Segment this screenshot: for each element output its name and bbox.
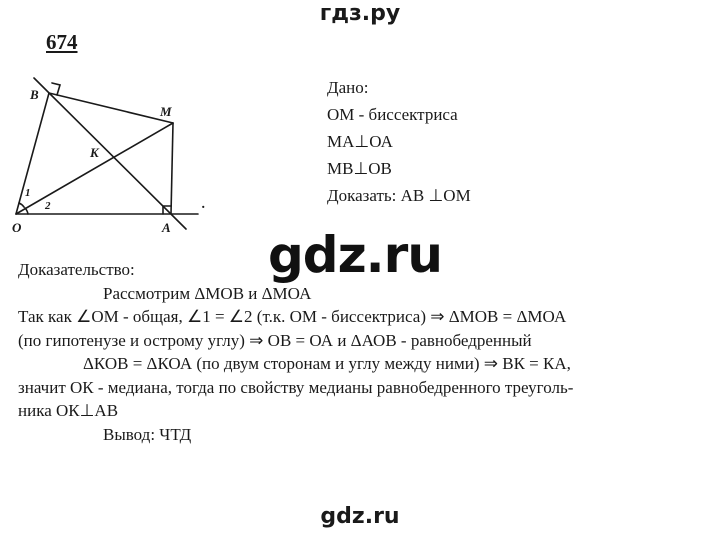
given-title: Дано: bbox=[327, 78, 369, 97]
given-line: ОМ - биссектриса bbox=[327, 105, 458, 124]
problem-number: 674 bbox=[46, 30, 78, 54]
label-k: K bbox=[90, 145, 99, 160]
label-angle-2: 2 bbox=[45, 200, 51, 212]
proof-line: (по гипотенузе и острому углу) ⇒ ОВ = ОА и ΔАОВ - равнобедренный bbox=[18, 330, 532, 350]
label-a: A bbox=[162, 220, 171, 235]
given-line: МА⊥ОА bbox=[327, 132, 393, 151]
site-footer: gdz.ru bbox=[320, 504, 400, 529]
watermark: gdz.ru bbox=[268, 226, 442, 284]
prove-statement: Доказать: АВ ⊥ОМ bbox=[327, 186, 471, 205]
given-block bbox=[327, 74, 471, 209]
angle-arc-1 bbox=[19, 203, 24, 207]
stray-dot: . bbox=[202, 197, 206, 212]
proof-line: Рассмотрим ΔМОВ и ΔМОА bbox=[103, 283, 312, 303]
label-o: O bbox=[12, 220, 22, 235]
proof-title: Доказательство: bbox=[18, 260, 135, 279]
proof-line: значит ОК - медиана, тогда по свойству медианы равнобедренного треуголь- bbox=[18, 377, 574, 397]
label-angle-1: 1 bbox=[25, 187, 31, 199]
site-header: гдз.ру bbox=[319, 1, 401, 26]
angle-arc-2 bbox=[25, 208, 28, 214]
label-m: M bbox=[160, 104, 172, 119]
proof-line: Так как ∠ОМ - общая, ∠1 = ∠2 (т.к. ОМ - биссектриса) ⇒ ΔМОВ = ΔМОА bbox=[18, 307, 567, 326]
segment-om bbox=[16, 123, 173, 214]
segment-bm bbox=[49, 93, 173, 123]
proof-block bbox=[18, 258, 708, 446]
proof-line: ника ОК⊥АВ bbox=[18, 401, 119, 420]
label-b: B bbox=[30, 87, 39, 102]
given-line: МВ⊥ОВ bbox=[327, 159, 392, 178]
segment-ob bbox=[16, 93, 49, 214]
segment-ma bbox=[171, 123, 173, 214]
proof-line: ΔКОВ = ΔКОА (по двум сторонам и углу между ними) ⇒ ВК = КА, bbox=[83, 354, 571, 373]
proof-conclusion: Вывод: ЧТД bbox=[103, 424, 192, 444]
